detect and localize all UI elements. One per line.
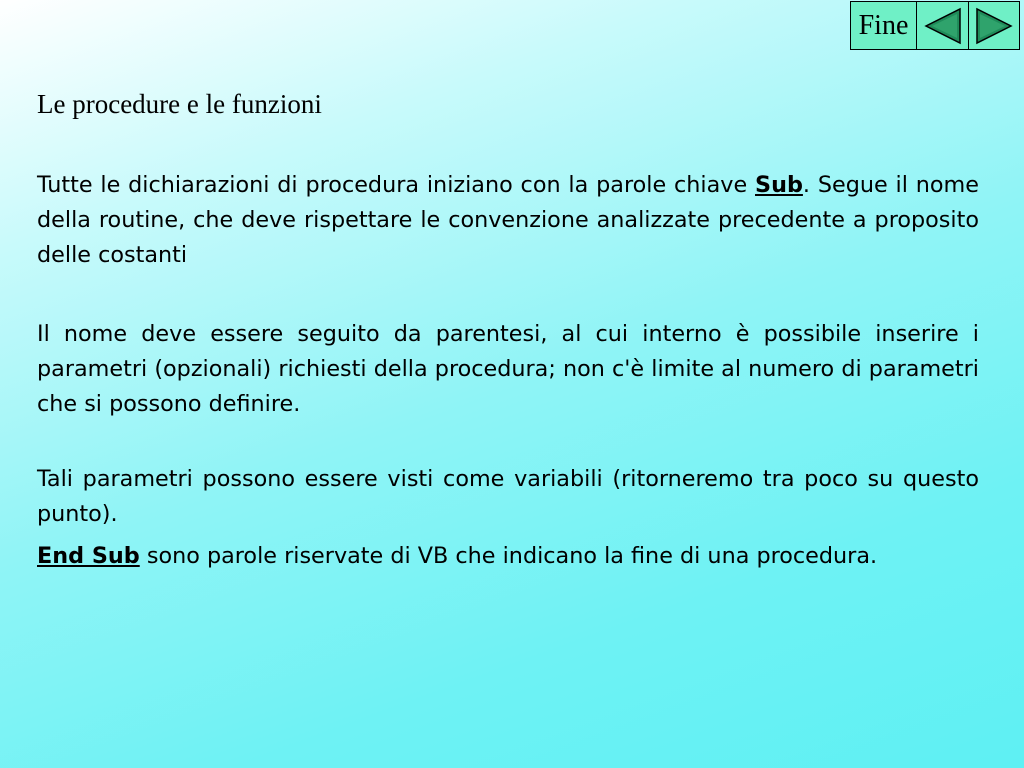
navigation-bar: [850, 1, 1020, 50]
paragraph-end-sub: [37, 539, 979, 574]
paragraph-variables: Tali parametri possono essere visti come variabili (ritorneremo tra poco su questo punto).: [37, 466, 979, 527]
paragraph-text: Tutte le dichiarazioni di procedura iniziano con la parole chiave: [37, 172, 756, 198]
triangle-right-icon: [974, 7, 1014, 45]
fine-button[interactable]: Fine: [851, 2, 917, 49]
paragraph-parameters: Il nome deve essere seguito da parentesi, al cui interno è possibile inserire i parametri (opzionali) richiesti della procedura; non c'è limite al numero di parametri che si possono definire.: [37, 321, 979, 417]
paragraph-text: . Segue il nome della routine, che deve rispettare le convenzione analizzate precedente a proposito delle costanti: [37, 172, 979, 268]
slide-title: Le procedure e le funzioni: [37, 89, 322, 119]
previous-button[interactable]: [917, 2, 968, 49]
triangle-left-icon: [923, 7, 963, 45]
keyword-sub: Sub: [755, 172, 803, 198]
slide-body: [37, 168, 979, 574]
keyword-end-sub: End Sub: [37, 543, 140, 569]
paragraph-text: sono parole riservate di VB che indicano la fine di una procedura.: [139, 543, 878, 569]
next-button[interactable]: [968, 2, 1019, 49]
paragraph-sub: [37, 168, 979, 273]
